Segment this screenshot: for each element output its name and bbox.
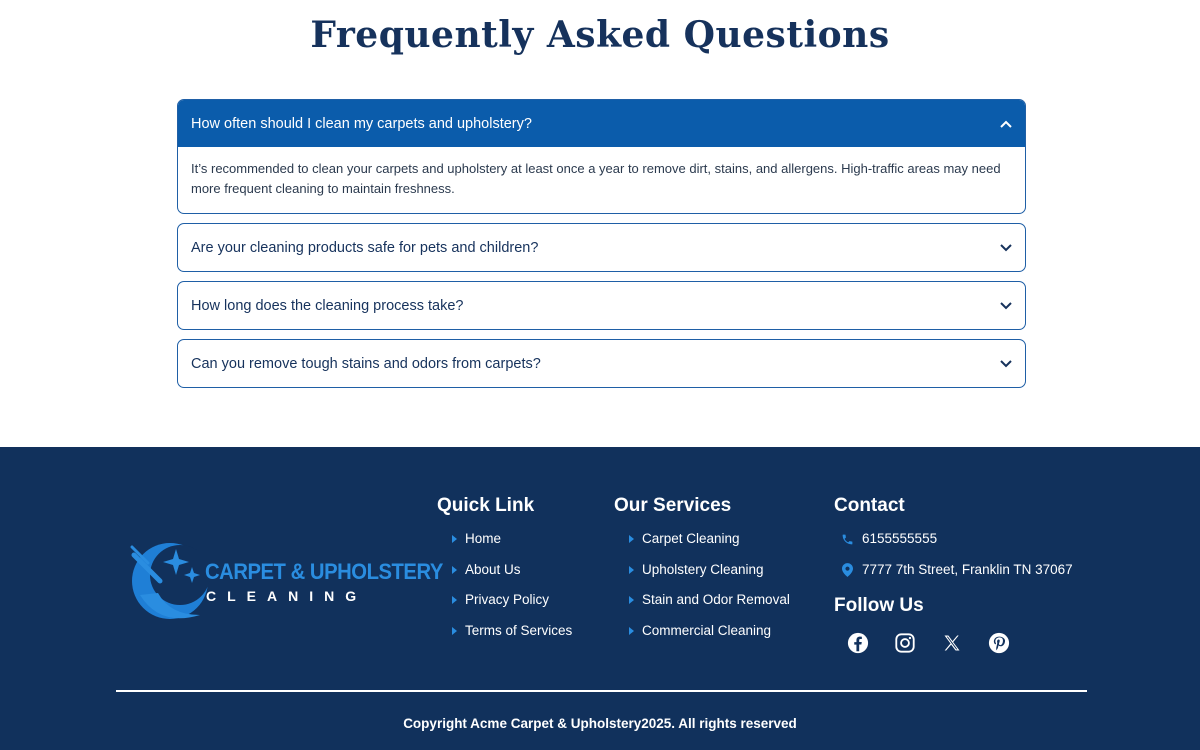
social-links [846, 631, 1073, 655]
contact-address[interactable] [834, 562, 1073, 593]
footer-link-label: Commercial Cleaning [642, 623, 772, 639]
contact-address-text: 7777 7th Street, Franklin TN 37067 [862, 561, 1073, 577]
logo-text-secondary: CLEANING [206, 588, 368, 604]
contact-phone-text: 6155555555 [862, 531, 938, 546]
pinterest-icon[interactable] [987, 631, 1011, 655]
faq-question-text: Are your cleaning products safe for pets and children? [191, 239, 539, 256]
contact-title: Contact [834, 495, 905, 516]
footer-link-label: Carpet Cleaning [642, 531, 740, 546]
site-footer [0, 447, 1200, 750]
footer-link-label: Home [465, 531, 502, 546]
copyright-text: Copyright Acme Carpet & Upholstery2025. All rights reserved [403, 716, 797, 731]
faq-question-text: How long does the cleaning process take? [191, 297, 464, 314]
footer-link-carpet-cleaning[interactable] [614, 531, 790, 562]
caret-right-icon [452, 596, 457, 604]
services-title: Our Services [614, 495, 732, 516]
contact-column [834, 495, 1073, 655]
facebook-icon[interactable] [846, 631, 870, 655]
chevron-down-icon [999, 241, 1013, 255]
caret-right-icon [629, 566, 634, 574]
faq-question-toggle[interactable] [178, 282, 1025, 329]
caret-right-icon [452, 535, 457, 543]
company-logo[interactable] [130, 535, 443, 627]
chevron-down-icon [999, 357, 1013, 371]
faq-question-toggle[interactable] [178, 340, 1025, 387]
caret-right-icon [629, 596, 634, 604]
faq-answer: It’s recommended to clean your carpets and upholstery at least once a year to remove dirt, stains, and allergens. High-traffic areas may need more frequent cleaning to maintain freshness. [191, 161, 1001, 196]
faq-item [177, 339, 1026, 388]
faq-item [177, 99, 1026, 214]
footer-link-upholstery-cleaning[interactable] [614, 562, 790, 593]
faq-item [177, 223, 1026, 272]
caret-right-icon [629, 535, 634, 543]
x-icon[interactable] [940, 631, 964, 655]
services-column [614, 495, 790, 654]
footer-link-privacy-policy[interactable] [437, 592, 572, 623]
footer-link-terms-of-services[interactable] [437, 623, 572, 654]
footer-link-home[interactable] [437, 531, 572, 562]
location-pin-icon [840, 563, 854, 577]
caret-right-icon [452, 566, 457, 574]
quick-links-column [437, 495, 572, 654]
chevron-up-icon [999, 117, 1013, 131]
footer-divider [116, 690, 1087, 692]
chevron-down-icon [999, 299, 1013, 313]
faq-item [177, 281, 1026, 330]
footer-link-label: Privacy Policy [465, 592, 550, 608]
footer-link-about-us[interactable] [437, 562, 572, 593]
footer-link-commercial-cleaning[interactable] [614, 623, 790, 654]
footer-link-label: About Us [465, 561, 521, 577]
faq-question-toggle[interactable] [178, 100, 1025, 147]
phone-icon [840, 532, 854, 546]
logo-mark-icon [130, 535, 210, 627]
faq-accordion [177, 99, 1026, 397]
faq-question-text: How often should I clean my carpets and upholstery? [191, 115, 532, 132]
contact-phone[interactable] [834, 531, 1073, 562]
quick-links-title: Quick Link [437, 495, 535, 516]
faq-title: Frequently Asked Questions [310, 14, 890, 56]
footer-link-label: Upholstery Cleaning [642, 561, 764, 577]
faq-question-toggle[interactable] [178, 224, 1025, 271]
footer-link-label: Stain and Odor Removal [642, 592, 790, 608]
logo-text-primary: CARPET & UPHOLSTERY [205, 559, 443, 584]
faq-question-text: Can you remove tough stains and odors from carpets? [191, 355, 541, 372]
caret-right-icon [629, 627, 634, 635]
footer-link-label: Terms of Services [465, 623, 573, 639]
footer-link-stain-odor-removal[interactable] [614, 592, 790, 623]
caret-right-icon [452, 627, 457, 635]
instagram-icon[interactable] [893, 631, 917, 655]
follow-us-title: Follow Us [834, 595, 924, 617]
